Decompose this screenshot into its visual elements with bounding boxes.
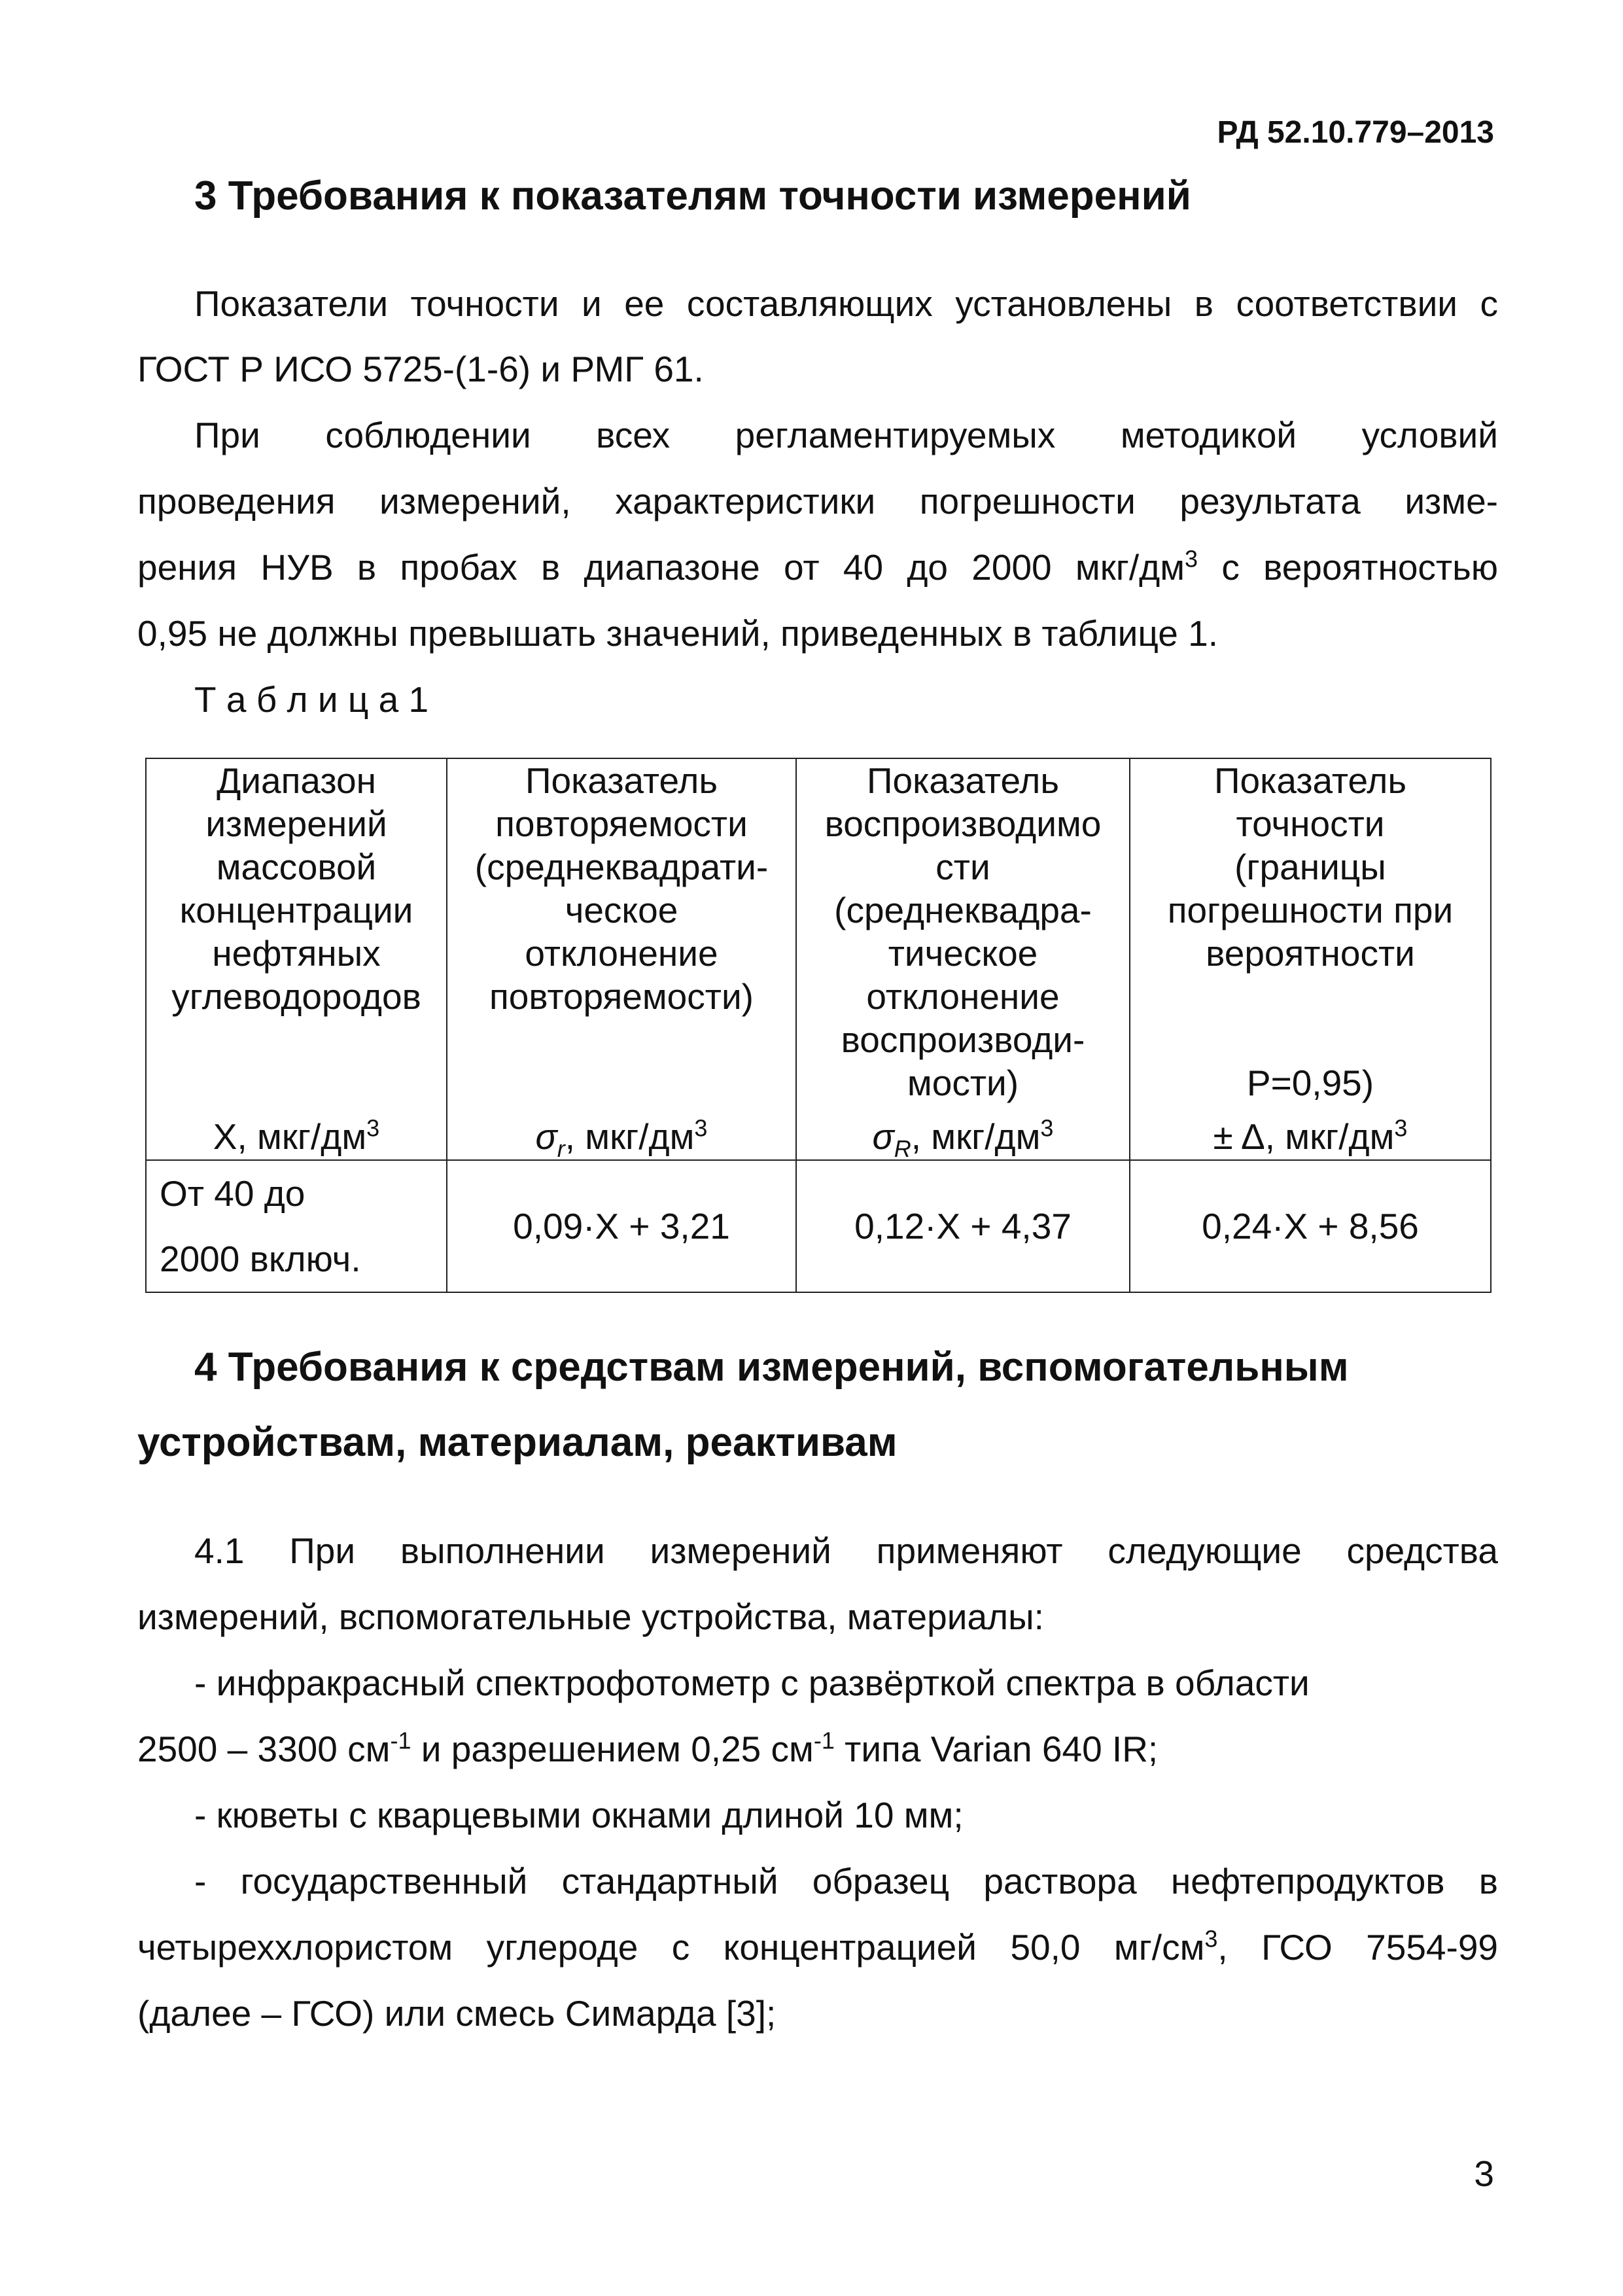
header-range-unit: X, мкг/$дм^3$ (213, 1114, 380, 1157)
para1-line2: ГОСТ Р ИСО 5725-(1-6) и РМГ 61. (137, 349, 704, 389)
header-range: Диапазон измерений массовой концентрации нефтяных углеводородов X, мкг/$дм^3$ (146, 758, 447, 1160)
cell-accuracy: 0,24·X + 8,56 (1130, 1160, 1491, 1293)
section-4-heading-line1: 4 Требования к средствам измерений, вспомогательным (194, 1345, 1349, 1390)
p41-line1: 4.1 При выполнении измерений применяют следующие средства (194, 1530, 1498, 1571)
item1-line1: - инфракрасный спектрофотометр с развёрткой спектра в области (194, 1663, 1310, 1703)
para2-line3: рения НУВ в пробах в диапазоне от 40 до 2000 мкг/$дм^3$ с вероятностью (137, 545, 1498, 588)
header-reproducibility: Показатель воспроизводимо сти (среднеквадра- тическое отклонение воспроизводи- мости) $\sigma_R$, мкг/$дм^3$ (796, 758, 1130, 1160)
table-row (146, 1160, 1491, 1293)
item2: - кюветы с кварцевыми окнами длиной 10 мм; (194, 1795, 964, 1835)
table-1 (145, 758, 1492, 1293)
header-accuracy-unit: ± Δ, мкг/$дм^3$ (1213, 1114, 1408, 1157)
item3-line3: (далее – ГСО) или смесь Симарда [3]; (137, 1993, 777, 2034)
cell-repeatability: 0,09·X + 3,21 (447, 1160, 796, 1293)
section-4-heading-line2: устройствам, материалам, реактивам (137, 1420, 898, 1465)
table-header-row (146, 758, 1491, 1160)
section-3-heading: 3 Требования к показателям точности измерений (194, 173, 1191, 219)
item1-line2: 2500 – 3300 $см^{-1}$ и разрешением 0,25 $см^{-1}$ типа Varian 640 IR; (137, 1727, 1159, 1769)
document-number: РД 52.10.779–2013 (1217, 115, 1494, 150)
para2-line2: проведения измерений, характеристики погрешности результата изме- (137, 481, 1498, 521)
para2-line4: 0,95 не должны превышать значений, приведенных в таблице 1. (137, 613, 1218, 654)
cell-range: От 40 до 2000 включ. (146, 1160, 447, 1293)
cell-reproducibility: 0,12·X + 4,37 (796, 1160, 1130, 1293)
item3-line2: четыреххлористом углероде с концентрацией 50,0 $мг/см^3$, ГСО 7554-99 (137, 1925, 1498, 1968)
para2-line1: При соблюдении всех регламентируемых методикой условий (194, 415, 1498, 455)
header-accuracy: Показатель точности (границы погрешности при вероятности P=0,95) ± Δ, мкг/$дм^3$ (1130, 758, 1491, 1160)
item3-line1: - государственный стандартный образец раствора нефтепродуктов в (194, 1861, 1498, 1901)
page-number: 3 (1474, 2153, 1494, 2194)
p41-line2: измерений, вспомогательные устройства, материалы: (137, 1597, 1044, 1637)
table-caption: Т а б л и ц а 1 (194, 679, 429, 720)
header-repeatability-unit: $\sigma_r$, мкг/$дм^3$ (535, 1114, 708, 1162)
header-repeatability: Показатель повторяемости (среднеквадрати- ческое отклонение повторяемости) $\sigma_r$, мкг/$дм^3$ (447, 758, 796, 1160)
para1-line1: Показатели точности и ее составляющих установлены в соответствии с (194, 283, 1498, 324)
header-reproducibility-unit: $\sigma_R$, мкг/$дм^3$ (872, 1114, 1054, 1162)
